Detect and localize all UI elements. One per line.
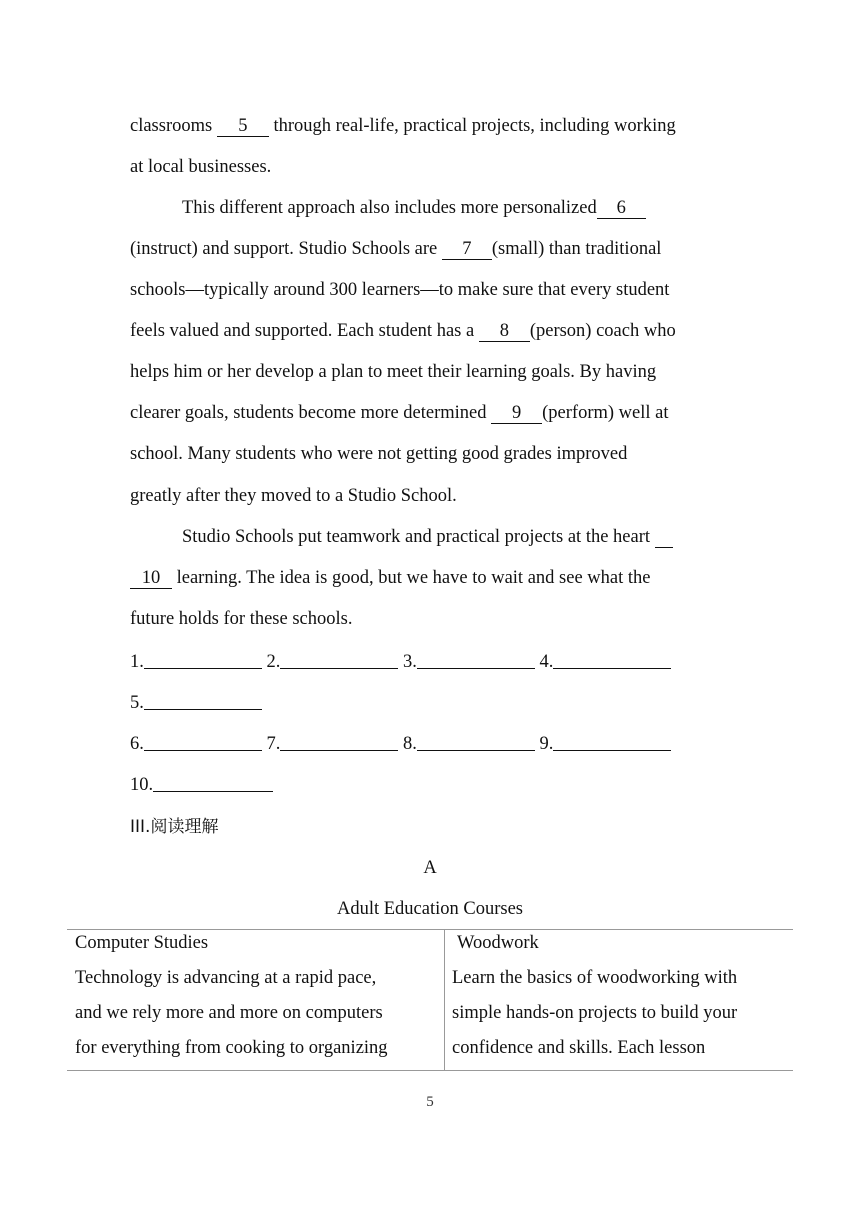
passage-line: clearer goals, students become more determined 9 (perform) well at (130, 403, 669, 423)
course-text: confidence and skills. Each lesson (452, 1038, 706, 1058)
answer-label: 3. (403, 652, 417, 672)
blank-10-start (655, 527, 673, 548)
blank-9[interactable]: 9 (491, 403, 542, 424)
course-text: Learn the basics of woodworking with (452, 968, 738, 988)
passage-line: Studio Schools put teamwork and practical projects at the heart (182, 525, 673, 549)
answer-line-8[interactable] (417, 732, 535, 751)
answer-row (130, 732, 671, 756)
answer-line-5[interactable] (144, 691, 262, 710)
course-text: Technology is advancing at a rapid pace, (75, 968, 377, 988)
answer-row (130, 650, 671, 674)
answer-line-2[interactable] (280, 650, 398, 669)
passage-line: (instruct) and support. Studio Schools are 7 (small) than traditional (130, 239, 662, 259)
passage-line: future holds for these schools. (130, 609, 353, 629)
passage-line: schools—typically around 300 learners—to make sure that every student (130, 280, 670, 300)
course-cell-computer-studies (67, 930, 445, 1070)
blank-8[interactable]: 8 (479, 321, 530, 342)
passage-line: classrooms 5 through real-life, practical projects, including working (130, 116, 676, 136)
answer-label: 6. (130, 734, 144, 754)
answer-line-9[interactable] (553, 732, 671, 751)
answer-line-6[interactable] (144, 732, 262, 751)
passage-line: school. Many students who were not getting good grades improved (130, 444, 628, 464)
answer-line-10[interactable] (153, 773, 273, 792)
answer-label: 5. (130, 693, 144, 713)
courses-table (67, 929, 793, 1071)
answer-label: 2. (266, 652, 281, 672)
answer-label: 9. (539, 734, 554, 754)
blank-10[interactable]: 10 (130, 568, 172, 589)
passage-line: This different approach also includes more personalized 6 (182, 196, 646, 220)
blank-7[interactable]: 7 (442, 239, 492, 260)
answer-label: 4. (539, 652, 554, 672)
course-text: and we rely more and more on computers (75, 1003, 383, 1023)
answer-line-7[interactable] (280, 732, 398, 751)
course-heading: Computer Studies (75, 933, 209, 953)
course-text: for everything from cooking to organizing (75, 1038, 388, 1058)
passage-line: at local businesses. (130, 157, 272, 177)
answer-row (130, 773, 273, 797)
answer-label: 7. (266, 734, 281, 754)
blank-5[interactable]: 5 (217, 116, 269, 137)
answer-label: 1. (130, 652, 144, 672)
answer-row (130, 691, 262, 715)
answer-line-1[interactable] (144, 650, 262, 669)
section-subtitle: Adult Education Courses (336, 899, 523, 919)
answer-label: 10. (130, 775, 154, 795)
passage-line: feels valued and supported. Each student has a 8 (person) coach who (130, 321, 676, 341)
passage-line: helps him or her develop a plan to meet their learning goals. By having (130, 362, 657, 382)
passage-line: 10 learning. The idea is good, but we have to wait and see what the (130, 566, 650, 590)
course-text: simple hands-on projects to build your (452, 1003, 738, 1023)
answer-label: 8. (403, 734, 417, 754)
blank-6[interactable]: 6 (597, 198, 646, 219)
page-number: 5 (426, 1094, 434, 1110)
section-title: III.阅读理解 (130, 817, 219, 837)
course-heading: Woodwork (457, 933, 539, 953)
course-cell-woodwork (445, 930, 793, 1070)
answer-line-4[interactable] (553, 650, 671, 669)
section-letter: A (423, 858, 437, 878)
answer-line-3[interactable] (417, 650, 535, 669)
passage-line: greatly after they moved to a Studio School. (130, 486, 457, 506)
